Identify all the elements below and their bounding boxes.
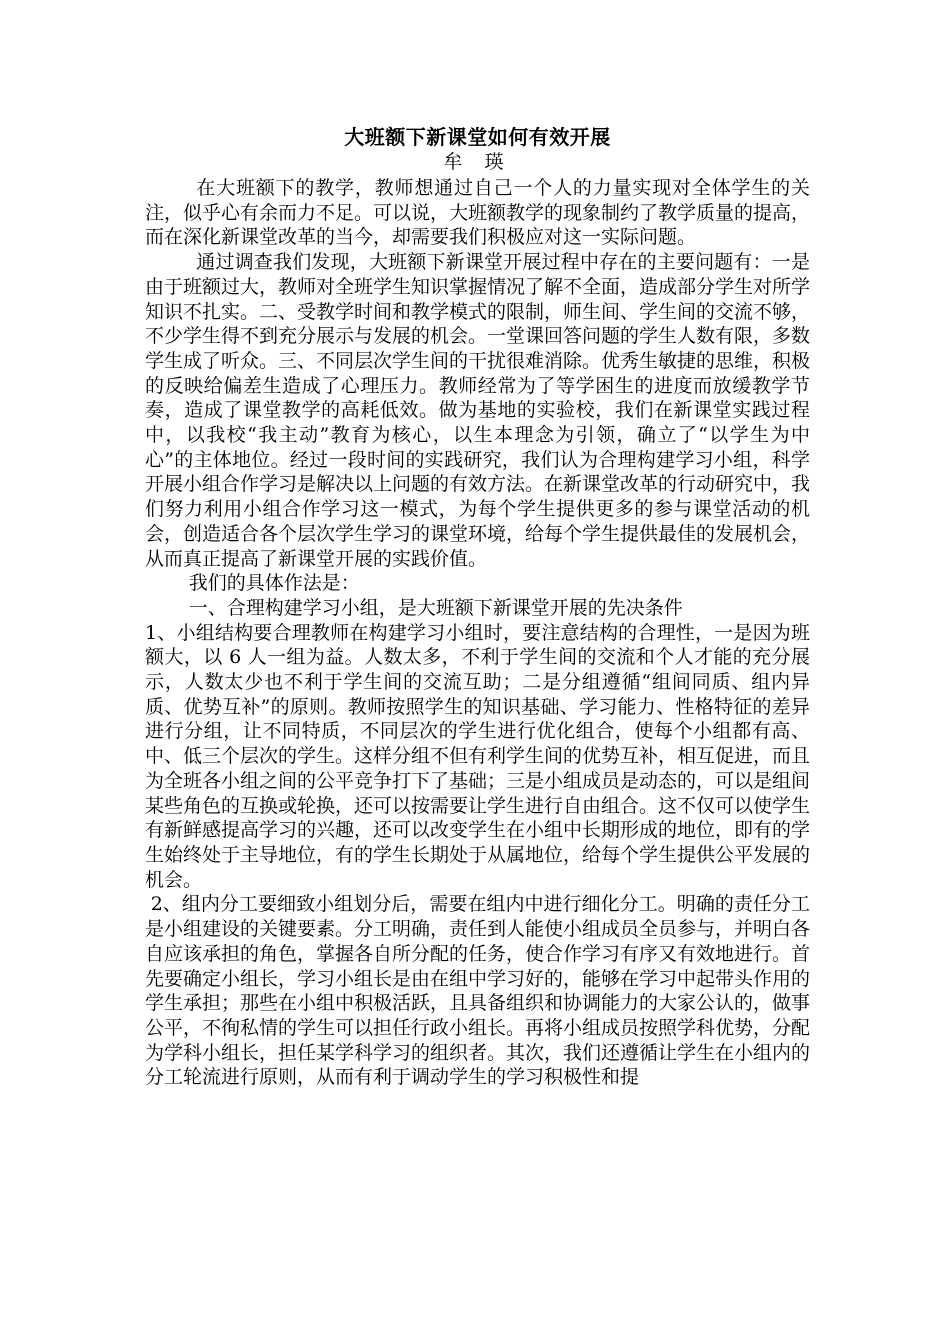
- paragraph-group-division: 2、组内分工要细致小组划分后，需要在组内中进行细化分工。明确的责任分工是小组建设的关键要素。分工明确，责任到人能使小组成员全员参与，并明白各自应该承担的角色，掌握各自所分配的任务，使合作学习有序又有效地进行。首先要确定小组长，学习小组长是由在组中学习好的，能够在学习中起带头作用的学生承担；那些在小组中积极活跃，且具备组织和协调能力的大家公认的，做事公平，不徇私情的学生可以担任行政小组长。再将小组成员按照学科优势，分配为学科小组长，担任某学科学习的组织者。其次，我们还遵循让学生在小组内的分工轮流进行原则，从而有利于调动学生的学习积极性和提: [145, 893, 811, 1089]
- document-page: [145, 124, 810, 1090]
- section-heading-1: 一、合理构建学习小组，是大班额下新课堂开展的先决条件: [188, 596, 683, 619]
- paragraph-problems: 通过调查我们发现，大班额下新课堂开展过程中存在的主要问题有：一是由于班额过大，教师对全班学生知识掌握情况了解不全面，造成部分学生对所学知识不扎实。二、受教学时间和教学模式的限制，师生间、学生间的交流不够，不少学生得不到充分展示与发展的机会。一堂课回答问题的学生人数有限，多数学生成了听众。三、不同层次学生间的干扰很难消除。优秀生敏捷的思维，积极的反映给偏差生造成了心理压力。教师经常为了等学困生的进度而放缓教学节奏，造成了课堂教学的高耗低效。做为基地的实验校，我们在新课堂实践过程中，以我校“我主动”教育为核心，以生本理念为引领，确立了“以学生为中心”的主体地位。经过一段时间的实践研究，我们认为合理构建学习小组，科学开展小组合作学习是解决以上问题的有效方法。在新课堂改革的行动研究中，我们努力利用小组合作学习这一模式，为每个学生提供更多的参与课堂活动的机会，创造适合各个层次学生学习的课堂环境，给每个学生提供最佳的发展机会，从而真正提高了新课堂开展的实践价值。: [145, 251, 811, 570]
- paragraph-intro: 在大班额下的教学，教师想通过自己一个人的力量实现对全体学生的关注，似乎心有余而力不足。可以说，大班额教学的现象制约了教学质量的提高，而在深化新课堂改革的当今，却需要我们积极应对这一实际问题。: [145, 177, 811, 249]
- paragraph-group-structure: 1、小组结构要合理教师在构建学习小组时，要注意结构的合理性，一是因为班额大，以 6 人一组为益。人数太多，不利于学生间的交流和个人才能的充分展示，人数太少也不利于学生间的交流互助；二是分组遵循“组间同质、组内异质、优势互补”的原则。教师按照学生的知识基础、学习能力、性格特征的差异进行分组，让不同特质，不同层次的学生进行优化组合，使每个小组都有高、中、低三个层次的学生。这样分组不但有利学生间的优势互补，相互促进，而且为全班各小组之间的公平竞争打下了基础；三是小组成员是动态的，可以是组间某些角色的互换或轮换，还可以按需要让学生进行自由组合。这不仅可以使学生有新鲜感提高学习的兴趣，还可以改变学生在小组中长期形成的地位，即有的学生始终处于主导地位，有的学生长期处于从属地位，给每个学生提供公平发展的机会。: [145, 621, 811, 891]
- document-title: 大班额下新课堂如何有效开展: [344, 125, 611, 149]
- paragraph-methods-lead: 我们的具体作法是：: [188, 572, 360, 595]
- document-author: 牟 瑛: [443, 151, 512, 173]
